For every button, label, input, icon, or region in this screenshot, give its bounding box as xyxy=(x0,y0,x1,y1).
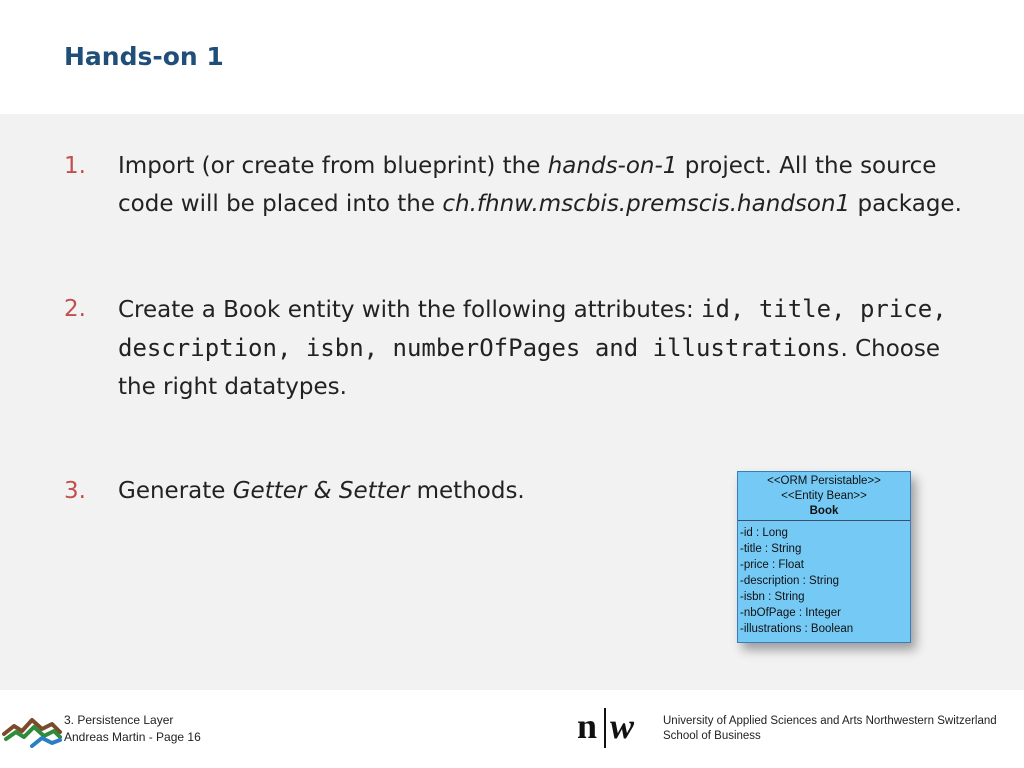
uml-attribute: -title : String xyxy=(740,543,802,555)
uml-stereotype: <<ORM Persistable>> xyxy=(767,475,881,487)
uml-class-name: Book xyxy=(809,505,839,517)
emphasis-text: Getter & Setter xyxy=(232,478,410,504)
text-run: methods. xyxy=(409,478,525,504)
uml-attribute: -id : Long xyxy=(740,527,788,539)
logo-letter-n: n xyxy=(577,706,598,746)
mountain-logo-icon xyxy=(2,712,62,748)
list-number: 1. xyxy=(64,153,86,179)
text-run: . Choose the right datatypes. xyxy=(118,336,941,400)
slide-title: Hands-on 1 xyxy=(64,42,224,71)
uml-attribute: -nbOfPage : Integer xyxy=(740,607,842,619)
uml-attributes xyxy=(738,521,910,637)
package-name: ch.fhnw.mscbis.premscis.handson1 xyxy=(442,191,851,217)
list-text xyxy=(118,290,968,406)
list-number: 3. xyxy=(64,478,86,504)
text-run: project. All the source code will be placed into the xyxy=(118,153,937,217)
uml-attribute: -isbn : String xyxy=(740,591,805,603)
project-name: hands-on-1 xyxy=(547,153,678,179)
footer-chapter: 3. Persistence Layer xyxy=(64,713,174,727)
attribute-list: id, title, price, description, isbn, numberOfPages and illustrations xyxy=(118,295,947,362)
school-line: School of Business xyxy=(663,730,761,742)
text-run: Import (or create from blueprint) the xyxy=(118,153,548,179)
text-run: package. xyxy=(850,191,962,217)
uml-attribute: -price : Float xyxy=(740,559,804,571)
university-line: University of Applied Sciences and Arts Northwestern Switzerland xyxy=(663,715,997,727)
fhnw-logo xyxy=(577,706,649,750)
uml-stereotype: <<Entity Bean>> xyxy=(781,490,867,502)
logo-letter-w: w xyxy=(610,706,635,746)
list-text xyxy=(118,147,968,223)
university-name xyxy=(663,714,997,744)
uml-class-header xyxy=(738,472,910,521)
uml-class-diagram xyxy=(737,471,911,643)
footer-info xyxy=(64,712,201,746)
uml-attribute: -description : String xyxy=(740,575,840,587)
list-number: 2. xyxy=(64,296,86,322)
footer-author-page: Andreas Martin - Page 16 xyxy=(64,730,201,744)
uml-attribute: -illustrations : Boolean xyxy=(740,623,854,635)
text-run: Create a Book entity with the following attributes: xyxy=(118,297,702,323)
text-run: Generate xyxy=(118,478,233,504)
